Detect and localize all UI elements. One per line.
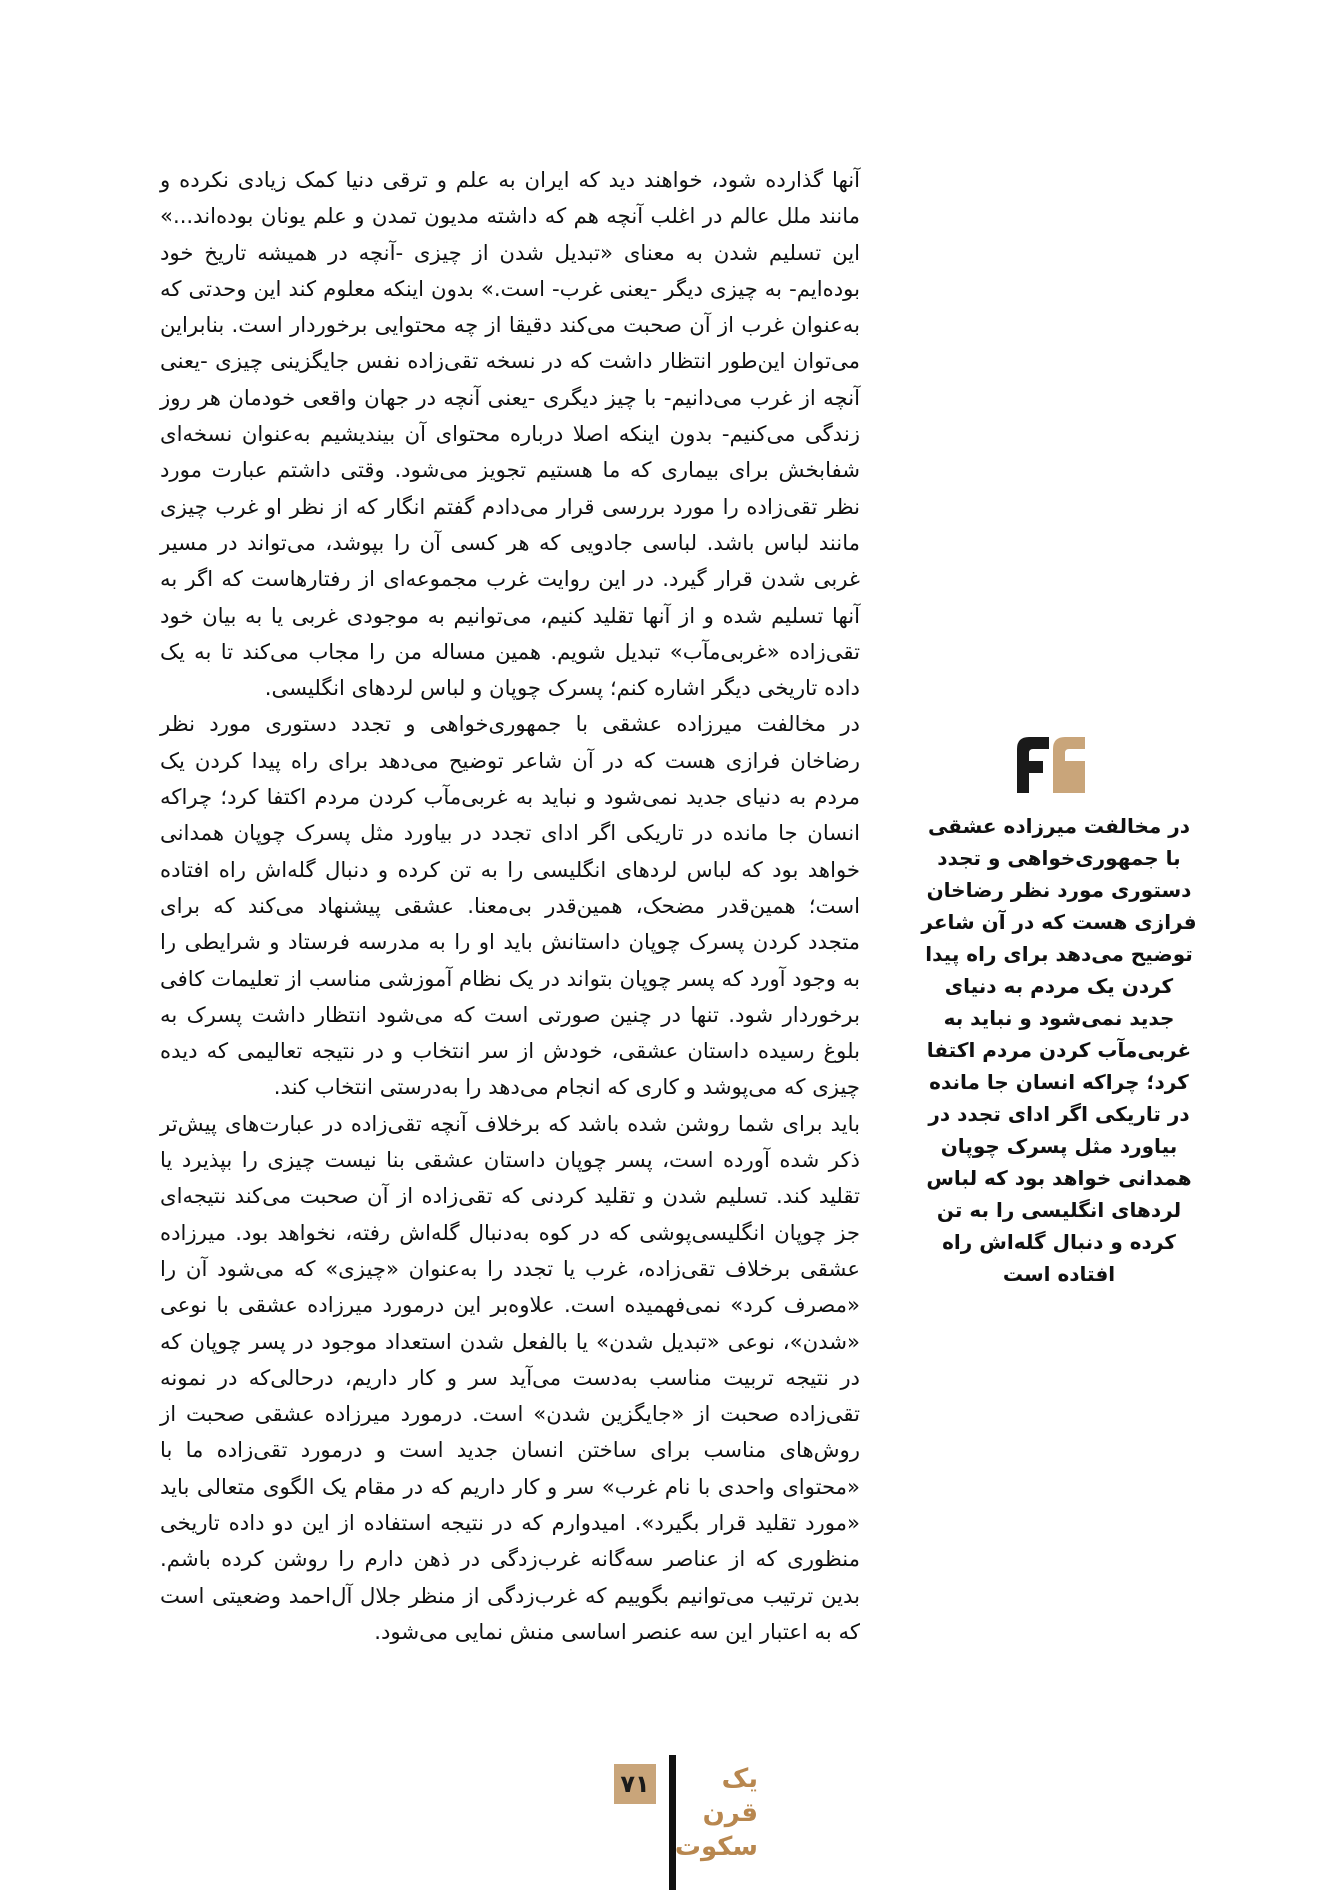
quote-mark-icon — [1015, 735, 1087, 793]
article-body — [160, 162, 860, 1650]
page-number: ۷۱ — [614, 1764, 656, 1804]
article-paragraph-2: در مخالفت میرزاده عشقی با جمهوری‌خواهی و تجدد دستوری مورد نظر رضاخان فرازی هست که در آن شاعر توضیح می‌دهد برای راه پیدا کردن یک مردم به دنیای جدید نمی‌شود و نباید به غربی‌مآب کردن مردم اکتفا کرد؛ چراکه انسان جا مانده در تاریکی اگر ادای تجدد در بیاورد مثل پسرک چوپان همدانی خواهد بود که لباس لردهای انگلیسی را به تن کرده و دنبال گله‌اش راه افتاده است؛ همین‌قدر مضحک، همین‌قدر بی‌معنا. عشقی پیشنهاد می‌کند که برای متجدد کردن پسرک چوپان داستانش باید او را به مدرسه فرستاد و شرایطی را به وجود آورد که پسر چوپان بتواند در یک نظام آموزشی مناسب از تعلیمات کافی برخوردار شود. تنها در چنین صورتی است که می‌شود انتظار داشت پسرک به بلوغ رسیده داستان عشقی، خودش از سر انتخاب و در نتیجه تعالیمی که دیده چیزی که می‌پوشد و کاری که انجام می‌دهد را به‌درستی انتخاب کند. — [160, 711, 860, 1100]
magazine-title — [674, 1762, 758, 1864]
magazine-title-line-2: سکوت — [674, 1832, 758, 1862]
pull-quote: در مخالفت میرزاده عشقی با جمهوری‌خواهی و تجدد دستوری مورد نظر رضاخان فرازی هست که در آن شاعر توضیح می‌دهد برای راه پیدا کردن یک مردم به دنیای جدید نمی‌شود و نباید به غربی‌مآب کردن مردم اکتفا کرد؛ چراکه انسان جا مانده در تاریکی اگر ادای تجدد در بیاورد مثل پسرک چوپان همدانی خواهد بود که لباس لردهای انگلیسی را به تن کرده و دنبال گله‌اش راه افتاده است — [921, 814, 1197, 1286]
article-paragraph-1: آنها گذارده شود، خواهند دید که ایران به علم و ترقی دنیا کمک زیادی نکرده و مانند ملل عالم در اغلب آنچه هم که داشته مدیون تمدن و علم یونان بوده‌اند...» این تسلیم شدن به معنای «تبدیل شدن از چیزی -آنچه در همیشه تاریخ خود بوده‌ایم- به چیزی دیگر -یعنی غرب- است.» بدون اینکه معلوم کند این وحدتی که به‌عنوان غرب از آن صحبت می‌کند دقیقا از چه محتوایی برخوردار است. بنابراین می‌توان این‌طور انتظار داشت که در نسخه تقی‌زاده نفس جایگزینی چیزی -یعنی آنچه از غرب می‌دانیم- با چیز دیگری -یعنی آنچه در جهان واقعی خودمان هر روز زندگی می‌کنیم- بدون اینکه اصلا درباره محتوای آن بیندیشیم به‌عنوان نسخه‌ای شفابخش برای بیماری که ما هستیم تجویز می‌شود. وقتی داشتم عبارت مورد نظر تقی‌زاده را مورد بررسی قرار می‌دادم گفتم انگار که از نظر او غرب چیزی مانند لباس باشد. لباسی جادویی که هر کسی آن را بپوشد، می‌تواند در مسیر غربی شدن قرار گیرد. در این روایت غرب مجموعه‌ای از رفتارهاست که اگر به آنها تسلیم شده و از آنها تقلید کنیم، می‌توانیم به موجودی غربی یا به بیان خود تقی‌زاده «غربی‌مآب» تبدیل شویم. همین مساله من را مجاب می‌کند تا به یک داده تاریخی دیگر اشاره کنم؛ پسرک چوپان و لباس لردهای انگلیسی. — [160, 167, 860, 701]
magazine-title-line-1: یک قرن — [702, 1764, 758, 1828]
footer-divider — [669, 1755, 676, 1890]
article-paragraph-3: باید برای شما روشن شده باشد که برخلاف آنچه تقی‌زاده در عبارت‌های پیش‌تر ذکر شده آورده است، پسر چوپان داستان عشقی بنا نیست چیزی را بپذیرد یا تقلید کند. تسلیم شدن و تقلید کردنی که تقی‌زاده از آن صحبت می‌کند نتیجه‌ای جز چوپان انگلیسی‌پوشی که در کوه به‌دنبال گله‌اش رفته، نخواهد بود. میرزاده عشقی برخلاف تقی‌زاده، غرب یا تجدد را به‌عنوان «چیزی» که می‌شود آن را «مصرف کرد» نمی‌فهمیده است. علاوه‌بر این درمورد میرزاده عشقی با نوعی «شدن»، نوعی «تبدیل شدن» یا بالفعل شدن استعداد موجود در پسر چوپان که در نتیجه تربیت مناسب به‌دست می‌آید سر و کار داریم، درحالی‌که در نمونه تقی‌زاده صحبت از «جایگزین شدن» است. درمورد میرزاده عشقی صحبت از روش‌های مناسب برای ساختن انسان جدید است و درمورد تقی‌زاده ما با «محتوای واحدی با نام غرب» سر و کار داریم که در مقام یک الگوی متعالی باید «مورد تقلید قرار بگیرد». امیدوارم که در نتیجه استفاده از این دو داده تاریخی منظوری که از عناصر سه‌گانه غرب‌زدگی در ذهن دارم را روشن کرده باشم. بدین ترتیب می‌توانیم بگوییم که غرب‌زدگی از منظر جلال آل‌احمد وضعیتی است که به اعتبار این سه عنصر اساسی منش نمایی می‌شود. — [160, 1110, 860, 1644]
